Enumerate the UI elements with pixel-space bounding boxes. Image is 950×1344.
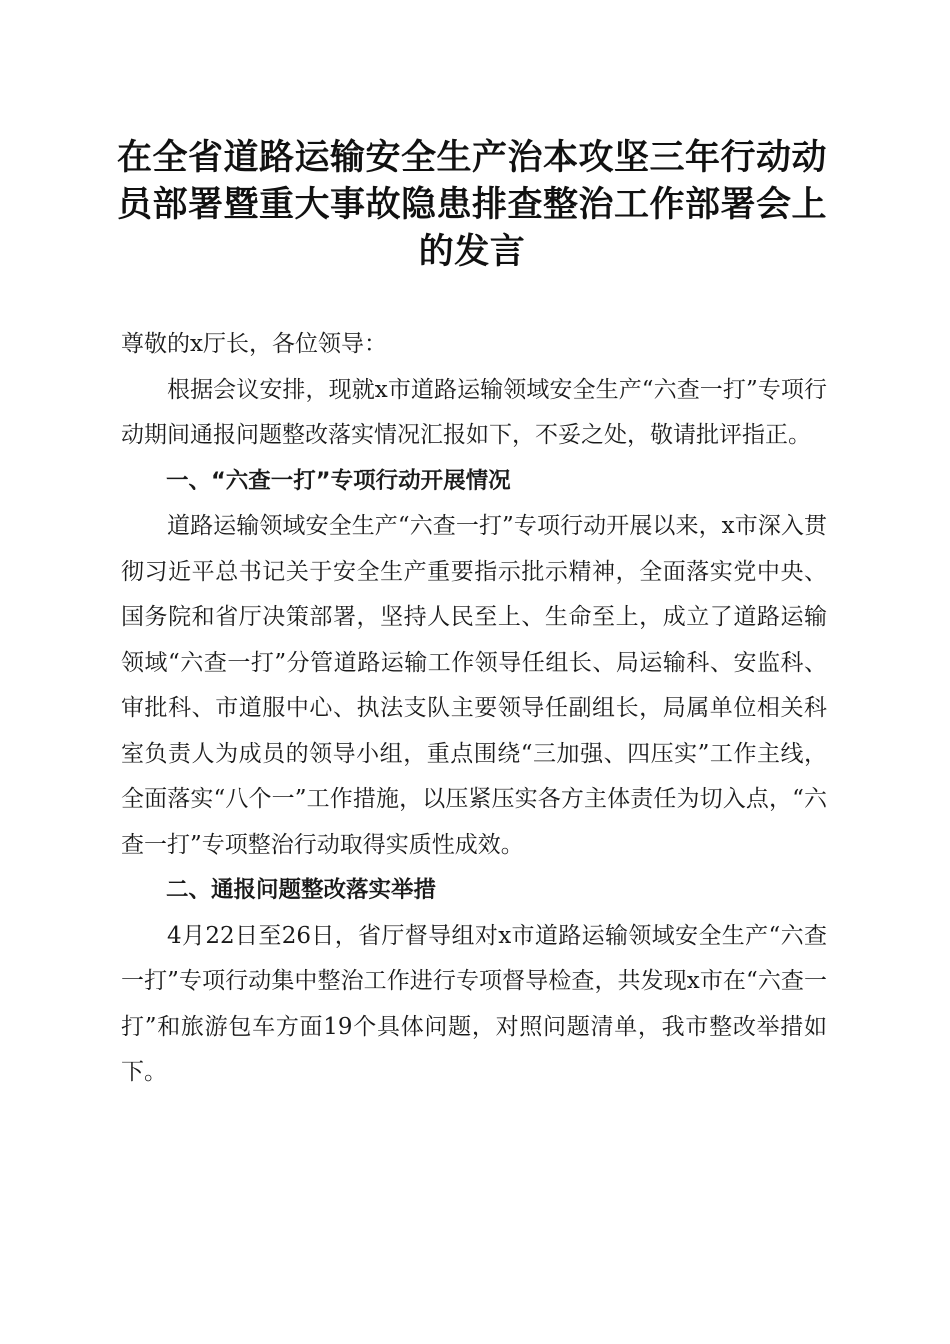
section-2-paragraph: 4月22日至26日，省厅督导组对x市道路运输领域安全生产“六查一打”专项行动集中整治工作进行专项督导检查，共发现x市在“六查一打”和旅游包车方面19个具体问题，对照问题清单，我市整改举措如下。 — [121, 922, 827, 1085]
salutation: 尊敬的x厅长，各位领导： — [121, 331, 387, 357]
document-body — [121, 322, 827, 1096]
section-heading-2: 二、通报问题整改落实举措 — [166, 877, 437, 903]
document-title: 在全省道路运输安全生产治本攻坚三年行动动员部署暨重大事故隐患排查整治工作部署会上的发言 — [116, 138, 827, 272]
section-heading-1: 一、“六查一打”专项行动开展情况 — [166, 467, 511, 494]
section-1-paragraph: 道路运输领域安全生产“六查一打”专项行动开展以来，x市深入贯彻习近平总书记关于安全生产重要指示批示精神，全面落实党中央、国务院和省厅决策部署，坚持人民至上、生命至上，成立了道路运输领域“六查一打”分管道路运输工作领导任组长、局运输科、安监科、审批科、市道服中心、执法支队主要领导任副组长，局属单位相关科室负责人为成员的领导小组，重点围绕“三加强、四压实”工作主线，全面落实“八个一”工作措施，以压紧压实各方主体责任为切入点，“六查一打”专项整治行动取得实质性成效。 — [121, 513, 827, 858]
intro-paragraph: 根据会议安排，现就x市道路运输领域安全生产“六查一打”专项行动期间通报问题整改落实情况汇报如下，不妥之处，敬请批评指正。 — [121, 376, 827, 448]
